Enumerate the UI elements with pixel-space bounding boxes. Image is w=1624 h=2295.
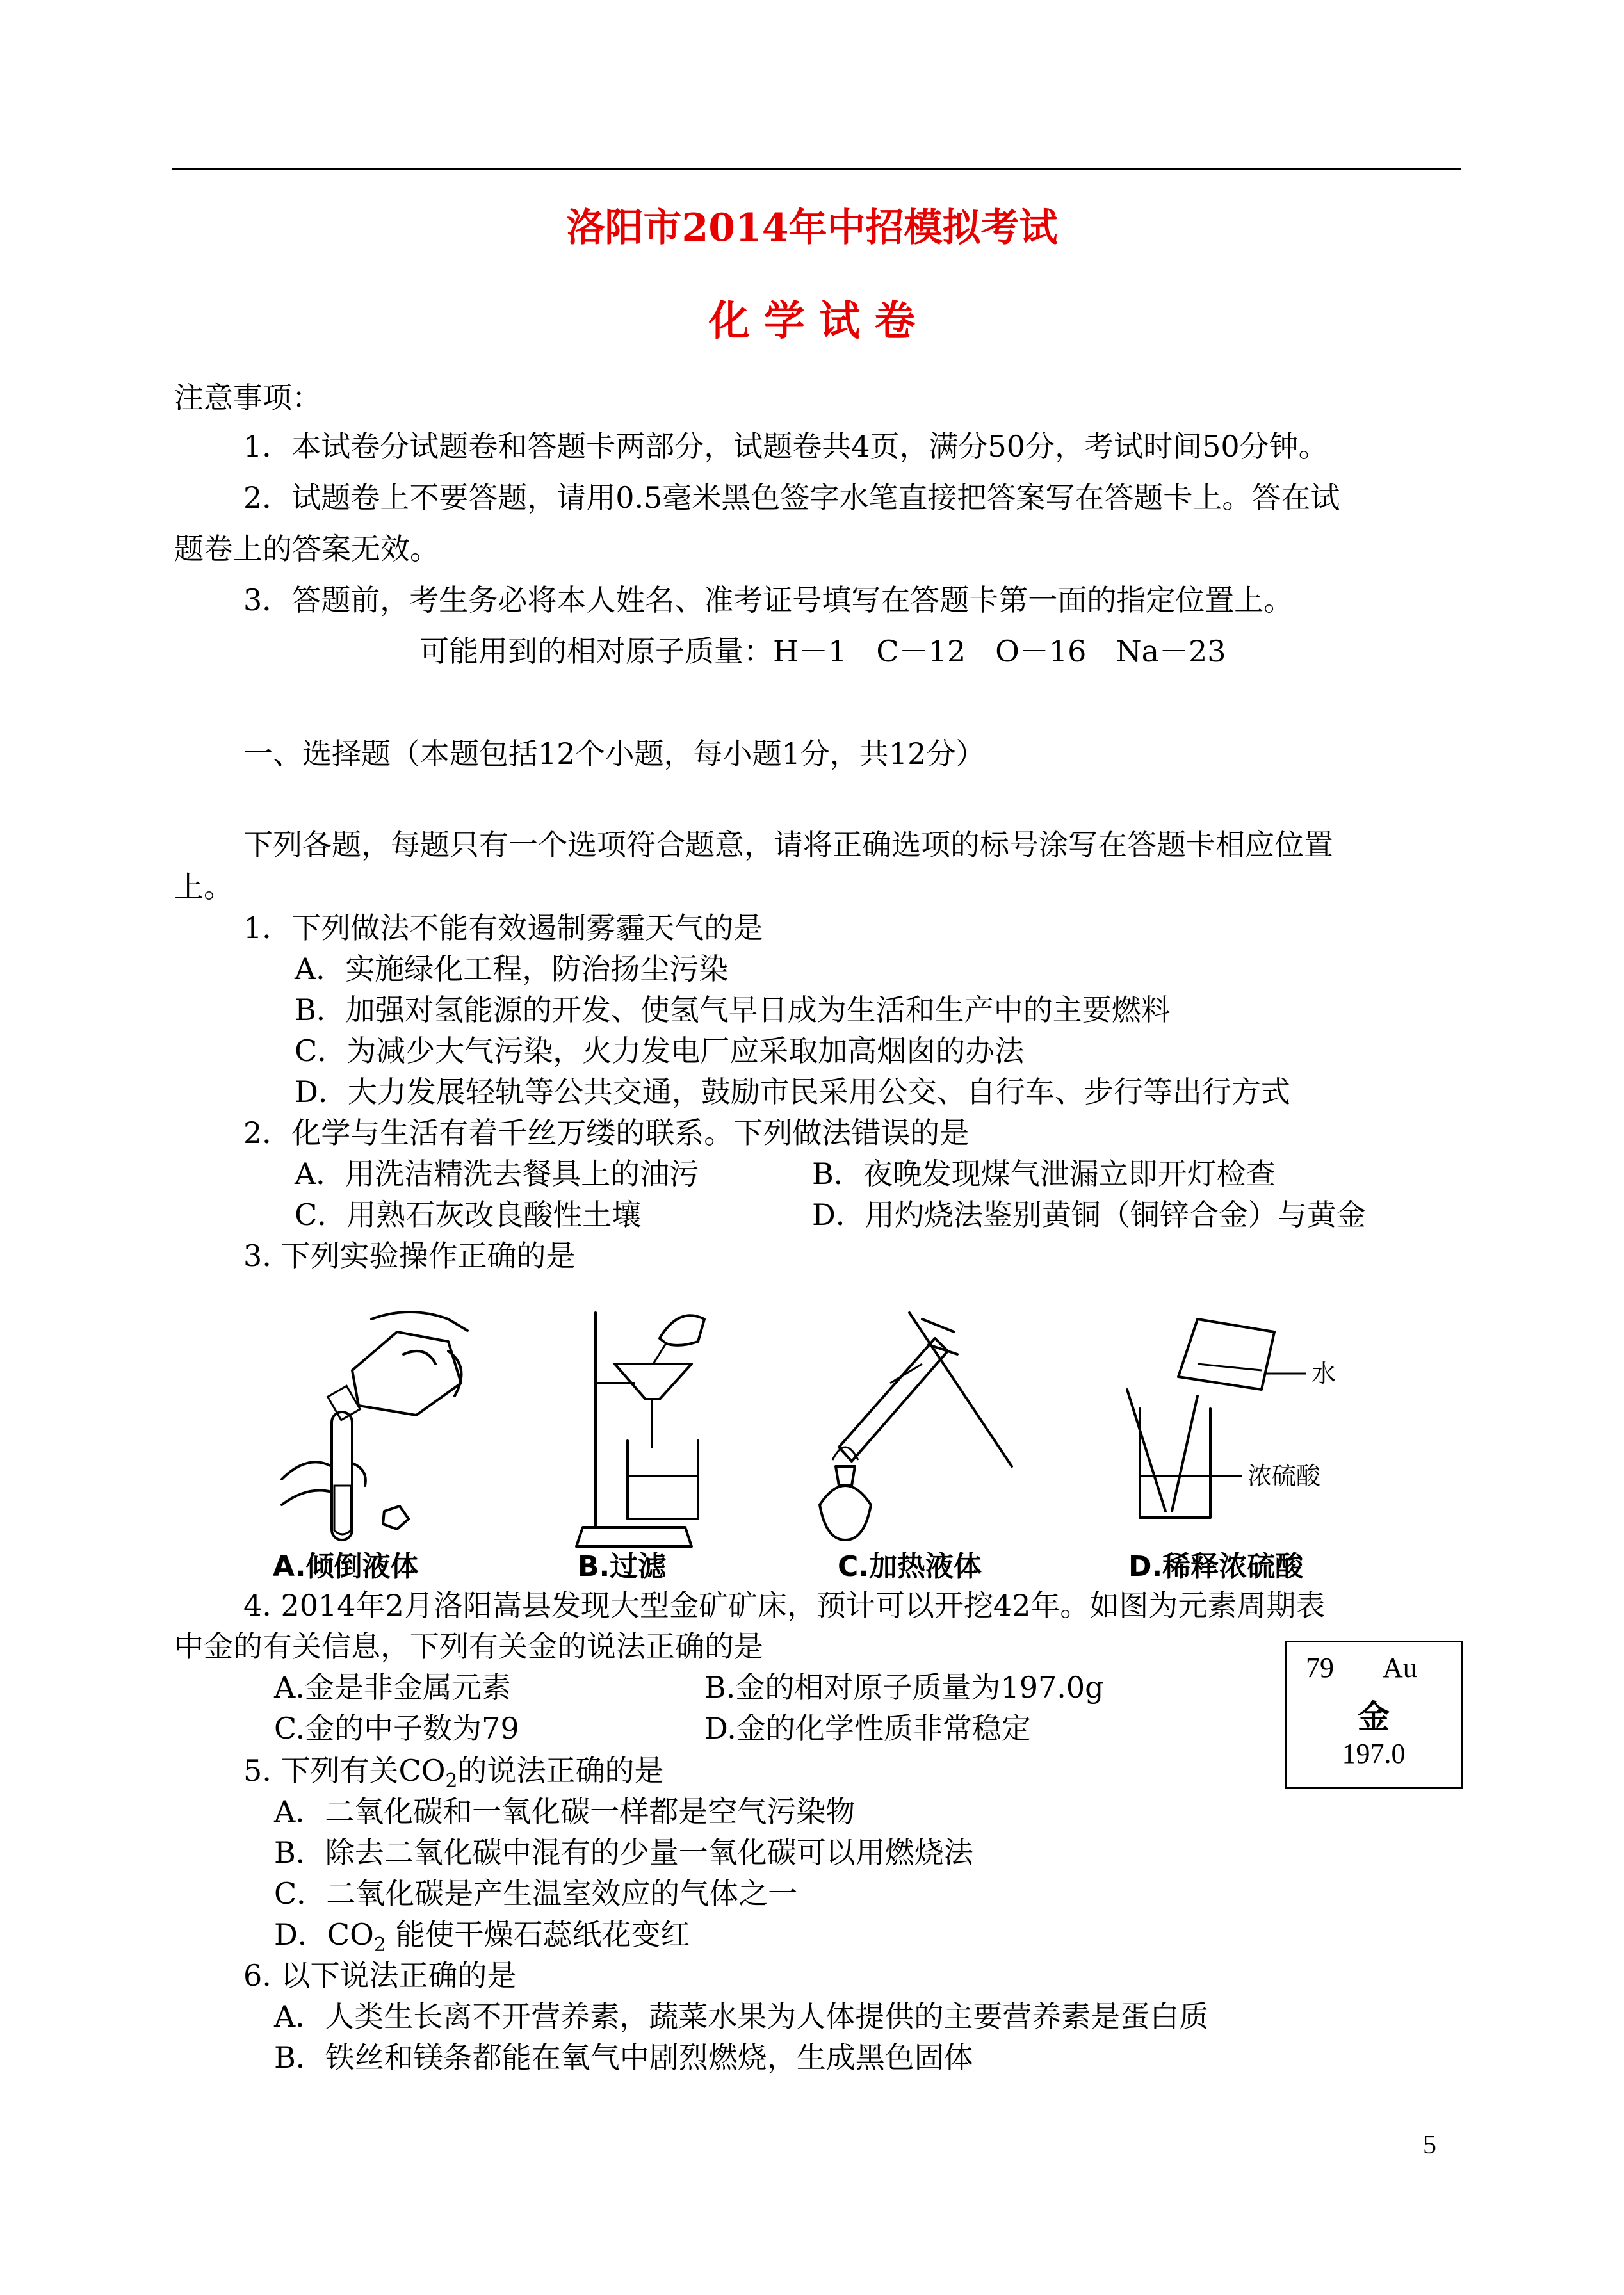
q2-stem: 2．化学与生活有着千丝万缕的联系。下列做法错误的是 bbox=[243, 1115, 970, 1150]
exam-title: 洛阳市2014年中招模拟考试 bbox=[566, 206, 1058, 250]
caption-b: B.过滤 bbox=[578, 1550, 667, 1583]
q5-option-c: C．二氧化碳是产生温室效应的气体之一 bbox=[274, 1876, 798, 1911]
heating-liquid-illustration bbox=[820, 1313, 1012, 1540]
q5-option-d: D．$CO_2$ 能使干燥石蕊纸花变红 bbox=[274, 1917, 690, 1957]
q4-stem-line-1: 4. 2014年2月洛阳嵩县发现大型金矿矿床，预计可以开挖42年。如图为元素周期表 bbox=[243, 1588, 1326, 1623]
q1-option-d: D．大力发展轻轨等公共交通，鼓励市民采用公交、自行车、步行等出行方式 bbox=[295, 1075, 1290, 1109]
q2-option-a: A．用洗洁精洗去餐具上的油污 bbox=[295, 1156, 699, 1191]
atomic-masses: 可能用到的相对原子质量：H－1 C－12 O－16 Na－23 bbox=[419, 634, 1226, 669]
filtration-illustration bbox=[576, 1313, 704, 1546]
q4-option-d: D.金的化学性质非常稳定 bbox=[704, 1711, 1031, 1746]
caption-a: A.倾倒液体 bbox=[273, 1550, 419, 1583]
notice-item-1: 1．本试卷分试题卷和答题卡两部分，试题卷共4页，满分50分，考试时间50分钟。 bbox=[243, 429, 1328, 464]
diluting-acid-illustration bbox=[1127, 1319, 1336, 1518]
q6-stem: 6. 以下说法正确的是 bbox=[243, 1958, 517, 1993]
q1-stem: 1．下列做法不能有效遏制雾霾天气的是 bbox=[243, 911, 763, 945]
section-instruction-line-1: 下列各题，每题只有一个选项符合题意，请将正确选项的标号涂写在答题卡相应位置 bbox=[243, 827, 1333, 862]
notice-heading: 注意事项： bbox=[174, 380, 321, 415]
q2-option-b: B．夜晚发现煤气泄漏立即开灯检查 bbox=[812, 1156, 1276, 1191]
notice-item-2-line-1: 2．试题卷上不要答题，请用0.5毫米黑色签字水笔直接把答案写在答题卡上。答在试 bbox=[243, 480, 1340, 515]
page-number: 5 bbox=[1423, 2130, 1436, 2160]
section-instruction-line-2: 上。 bbox=[174, 870, 233, 904]
q3-stem: 3. 下列实验操作正确的是 bbox=[243, 1238, 576, 1273]
q4-option-b: B.金的相对原子质量为197.0g bbox=[704, 1670, 1104, 1705]
atomic-mass: 197.0 bbox=[1342, 1738, 1406, 1769]
q3-illustrations bbox=[256, 1293, 1473, 1582]
section-heading: 一、选择题（本题包括12个小题，每小题1分，共12分） bbox=[243, 736, 986, 771]
q6-option-b: B．铁丝和镁条都能在氧气中剧烈燃烧，生成黑色固体 bbox=[274, 2040, 973, 2075]
q1-option-a: A．实施绿化工程，防治扬尘污染 bbox=[295, 952, 729, 986]
caption-d: D.稀释浓硫酸 bbox=[1128, 1550, 1304, 1583]
q4-stem-line-2: 中金的有关信息，下列有关金的说法正确的是 bbox=[174, 1629, 763, 1664]
q2-option-d: D．用灼烧法鉴别黄铜（铜锌合金）与黄金 bbox=[812, 1197, 1366, 1232]
label-water: 水 bbox=[1311, 1359, 1336, 1388]
gold-element-card bbox=[1285, 1641, 1463, 1789]
header-rule bbox=[172, 168, 1461, 170]
element-symbol: Au bbox=[1383, 1652, 1417, 1683]
notice-item-3: 3．答题前，考生务必将本人姓名、准考证号填写在答题卡第一面的指定位置上。 bbox=[243, 583, 1294, 617]
label-concentrated-acid: 浓硫酸 bbox=[1247, 1462, 1321, 1490]
q4-option-c: C.金的中子数为79 bbox=[274, 1711, 519, 1746]
element-name: 金 bbox=[1358, 1699, 1390, 1735]
pouring-liquid-illustration bbox=[282, 1312, 467, 1540]
q1-option-b: B．加强对氢能源的开发、使氢气早日成为生活和生产中的主要燃料 bbox=[295, 993, 1171, 1027]
caption-c: C.加热液体 bbox=[838, 1550, 982, 1583]
notice-item-2-line-2: 题卷上的答案无效。 bbox=[174, 531, 439, 566]
q5-option-b: B．除去二氧化碳中混有的少量一氧化碳可以用燃烧法 bbox=[274, 1835, 973, 1870]
q6-option-a: A．人类生长离不开营养素，蔬菜水果为人体提供的主要营养素是蛋白质 bbox=[274, 1999, 1209, 2034]
q1-option-c: C．为减少大气污染，火力发电厂应采取加高烟囱的办法 bbox=[295, 1034, 1025, 1068]
paper-subtitle: 化 学 试 卷 bbox=[708, 297, 916, 345]
q2-option-c: C．用熟石灰改良酸性土壤 bbox=[295, 1197, 642, 1232]
q4-option-a: A.金是非金属元素 bbox=[274, 1670, 511, 1705]
atomic-number: 79 bbox=[1306, 1652, 1334, 1683]
q5-stem: 5. 下列有关$CO_2$的说法正确的是 bbox=[243, 1753, 664, 1793]
q5-option-a: A．二氧化碳和一氧化碳一样都是空气污染物 bbox=[274, 1794, 856, 1829]
